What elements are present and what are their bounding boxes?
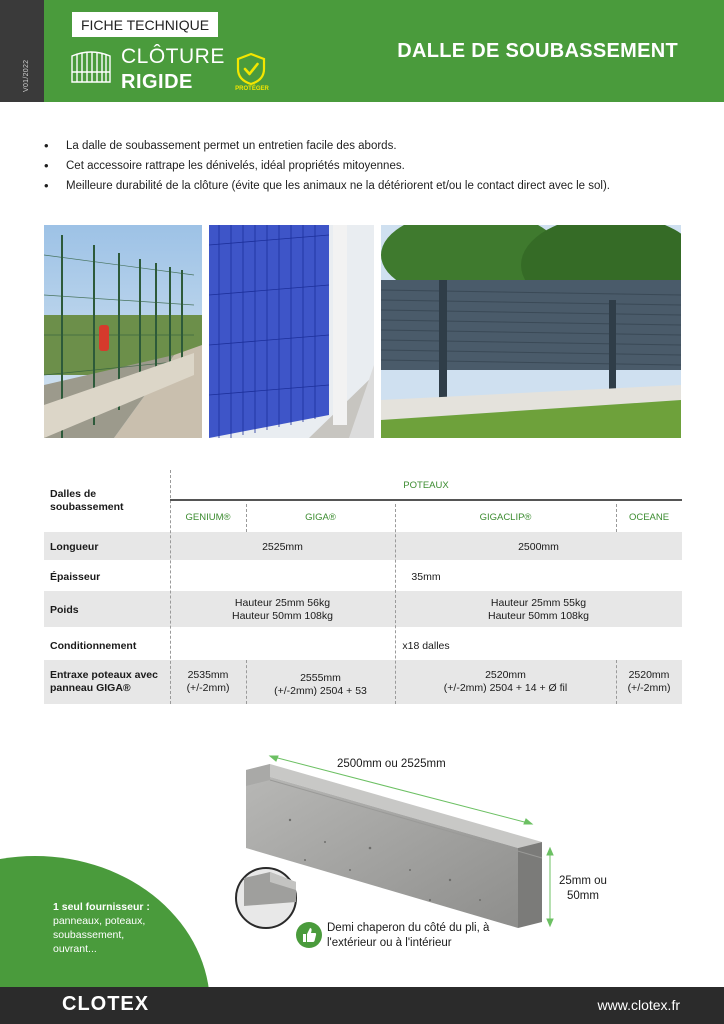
table-cell: 2500mm: [518, 541, 559, 553]
table-cell: (+/-2mm) 2504 + 53: [274, 685, 367, 697]
product-line2: RIGIDE: [121, 71, 193, 93]
row-label-line: Entraxe poteaux avec: [50, 669, 158, 681]
length-label: 2500mm ou 2525mm: [337, 758, 446, 770]
version-label: V01/2022: [23, 59, 30, 92]
row-label-epaisseur: Épaisseur: [50, 571, 101, 583]
brand-logo: CLOTEX: [62, 993, 150, 1015]
supplier-line: ouvrant...: [53, 943, 97, 955]
table-cell: Hauteur 25mm 55kg: [490, 597, 587, 609]
table-cell: 2535mm: [187, 669, 229, 681]
table-cell: (+/-2mm) 2504 + 14 + Ø fil: [443, 682, 568, 694]
supplier-title: 1 seul fournisseur :: [53, 901, 150, 913]
chaperon-note: Demi chaperon du côté du pli, à l'extérieur ou à l'intérieur: [327, 922, 490, 949]
column-header-gigaclip: GIGACLIP®: [479, 512, 532, 523]
table-cell: Hauteur 50mm 108kg: [488, 610, 589, 622]
column-header-giga: GIGA®: [305, 512, 336, 523]
supplier-note: [53, 900, 193, 956]
row-label-poids: Poids: [50, 604, 79, 616]
thumbs-up-icon: [296, 922, 322, 948]
fence-green-panels-photo: [44, 225, 202, 438]
specs-table: [44, 470, 682, 710]
table-cell: (+/-2mm): [186, 682, 230, 694]
row-label-line: panneau GIGA®: [50, 682, 131, 694]
list-item: • Meilleure durabilité de la clôture (évite que les animaux ne la détériorent et/ou le contact direct avec le sol).: [44, 176, 694, 196]
table-cell: Hauteur 50mm 108kg: [232, 610, 333, 622]
doc-type-label: FICHE TECHNIQUE: [72, 12, 218, 37]
feature-list: [44, 136, 694, 196]
supplier-line: soubassement,: [53, 929, 125, 941]
group-header: POTEAUX: [403, 480, 449, 491]
row-label-conditionnement: Conditionnement: [50, 640, 137, 652]
page-title: DALLE DE SOUBASSEMENT: [397, 40, 678, 62]
badge-label: PROTÉGER: [235, 86, 269, 92]
product-line1: CLÔTURE: [121, 45, 225, 68]
list-item: • La dalle de soubassement permet un entretien facile des abords.: [44, 136, 694, 156]
row-label-entraxe: [50, 669, 170, 695]
supplier-line: panneaux, poteaux,: [53, 915, 146, 927]
table-cell: 2525mm: [262, 541, 303, 553]
header-rule: [170, 499, 682, 501]
list-item: • Cet accessoire rattrape les dénivelés, idéal propriétés mitoyennes.: [44, 156, 694, 176]
shield-check-icon: [234, 52, 268, 86]
height-label-line2: 50mm: [567, 890, 599, 902]
column-header-genium: GENIUM®: [185, 512, 231, 523]
fence-gray-slats-photo: [381, 225, 681, 438]
table-cell: 2520mm: [485, 669, 526, 681]
row-label-longueur: Longueur: [50, 541, 99, 553]
header-side-strip: [0, 0, 44, 102]
height-label-line1: 25mm ou: [559, 875, 607, 887]
fence-icon: [68, 50, 114, 86]
table-cell: 35mm: [411, 571, 441, 583]
table-cell: 2520mm: [628, 669, 670, 681]
website-link[interactable]: www.clotex.fr: [597, 997, 680, 1013]
column-header-oceane: OCEANE: [628, 512, 670, 523]
table-cell: 2555mm: [300, 672, 341, 684]
table-cell: x18 dalles: [402, 640, 450, 652]
corner-label: Dalles de soubassement: [50, 488, 124, 513]
table-cell: (+/-2mm): [627, 682, 671, 694]
fence-blue-panels-photo: [209, 225, 374, 438]
table-cell: Hauteur 25mm 56kg: [234, 597, 331, 609]
